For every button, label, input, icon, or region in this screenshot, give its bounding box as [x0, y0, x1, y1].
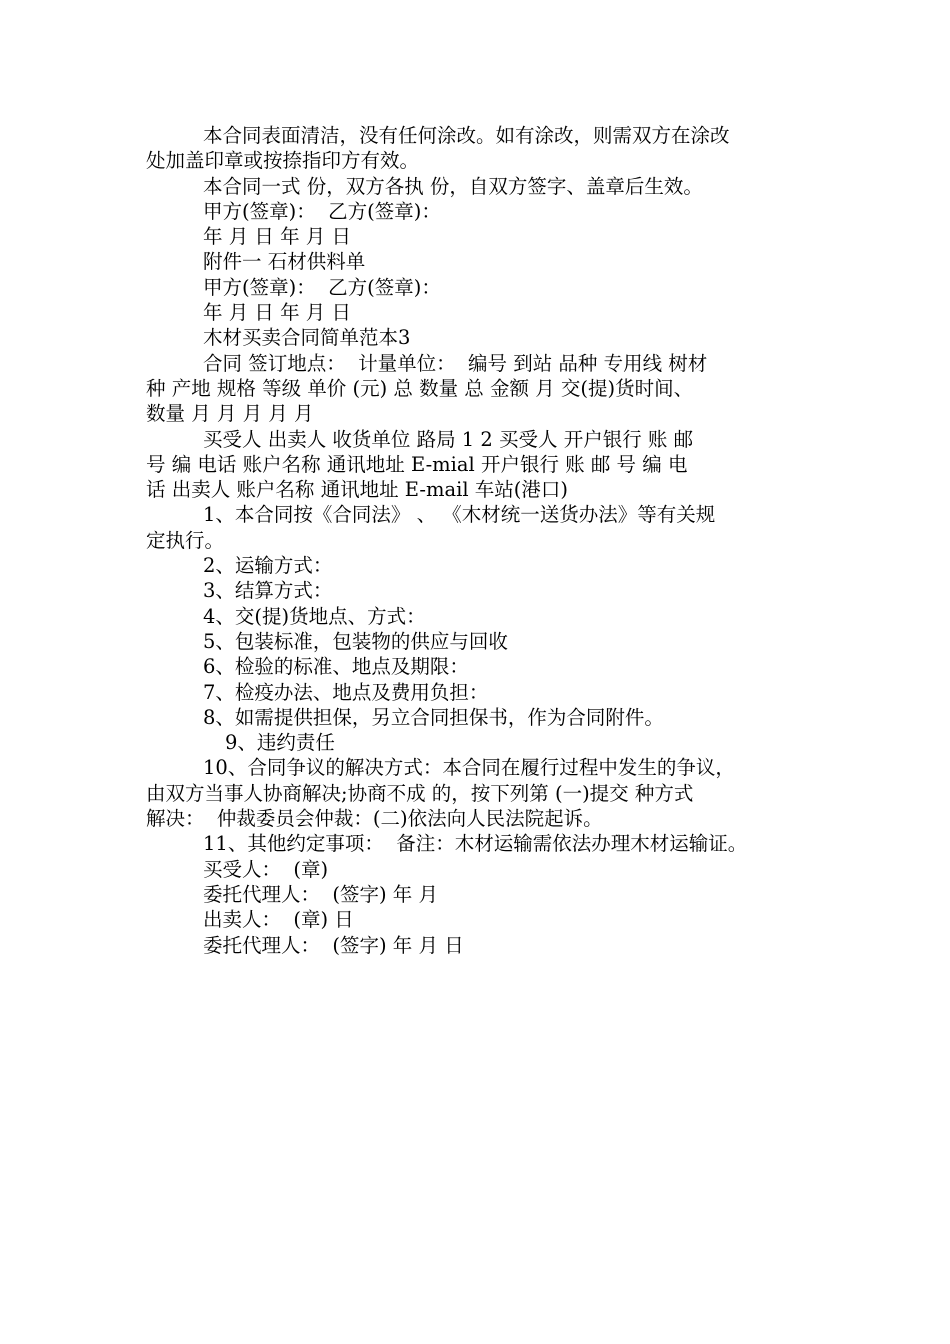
text-line: 种 产地 规格 等级 单价 (元) 总 数量 总 金额 月 交(提)货时间、: [146, 376, 694, 400]
text-line: 3、结算方式：: [203, 579, 333, 603]
text-line: 11、其他约定事项： 备注：木材运输需依法办理木材运输证。: [203, 832, 748, 856]
text-line: 本合同表面清洁，没有任何涂改。如有涂改，则需双方在涂改: [203, 124, 730, 147]
text-line: 定执行。: [146, 528, 225, 552]
text-line: 6、检验的标准、地点及期限：: [203, 655, 469, 679]
text-line: 处加盖印章或按捺指印方有效。: [146, 149, 420, 173]
text-line: 解决： 仲裁委员会仲裁：(二)依法向人民法院起诉。: [146, 807, 603, 831]
text-line: 木材买卖合同简单范本3: [203, 326, 411, 350]
text-line: 附件一 石材供料单: [203, 250, 366, 274]
text-line: 由双方当事人协商解决;协商不成 的，按下列第 (一)提交 种方式: [146, 781, 694, 805]
text-line: 出卖人： (章) 日: [203, 908, 354, 932]
text-line: 8、如需提供担保，另立合同担保书，作为合同附件。: [203, 705, 664, 729]
text-line: 买受人： (章): [203, 857, 329, 881]
text-line: 甲方(签章)： 乙方(签章)：: [203, 199, 441, 223]
text-line: 数量 月 月 月 月 月: [146, 402, 314, 426]
text-line: 年 月 日 年 月 日: [203, 225, 351, 249]
text-line: 合同 签订地点： 计量单位： 编号 到站 品种 专用线 树材: [203, 351, 708, 375]
text-line: 9、违约责任: [225, 731, 335, 755]
text-line: 甲方(签章)： 乙方(签章)：: [203, 275, 441, 299]
text-line: 委托代理人： (签字) 年 月: [203, 882, 439, 906]
text-line: 4、交(提)货地点、方式：: [203, 604, 426, 628]
text-line: 号 编 电话 账户名称 通讯地址 E-mial 开户银行 账 邮 号 编 电: [146, 452, 688, 476]
text-line: 本合同一式 份，双方各执 份，自双方签字、盖章后生效。: [203, 174, 703, 198]
text-line: 7、检疫办法、地点及费用负担：: [203, 680, 489, 704]
text-line: 买受人 出卖人 收货单位 路局 1 2 买受人 开户银行 账 邮: [203, 427, 694, 451]
text-line: 2、运输方式：: [203, 554, 333, 578]
text-line: 10、合同争议的解决方式：本合同在履行过程中发生的争议，: [203, 756, 735, 780]
text-line: 5、包装标准，包装物的供应与回收: [203, 629, 508, 653]
text-line: 委托代理人： (签字) 年 月 日: [203, 933, 464, 957]
text-line: 话 出卖人 账户名称 通讯地址 E-mail 车站(港口): [146, 478, 568, 502]
text-line: 1、本合同按《合同法》 、 《木材统一送货办法》等有关规: [203, 503, 716, 527]
text-line: 年 月 日 年 月 日: [203, 301, 351, 325]
document-body: [146, 123, 826, 958]
